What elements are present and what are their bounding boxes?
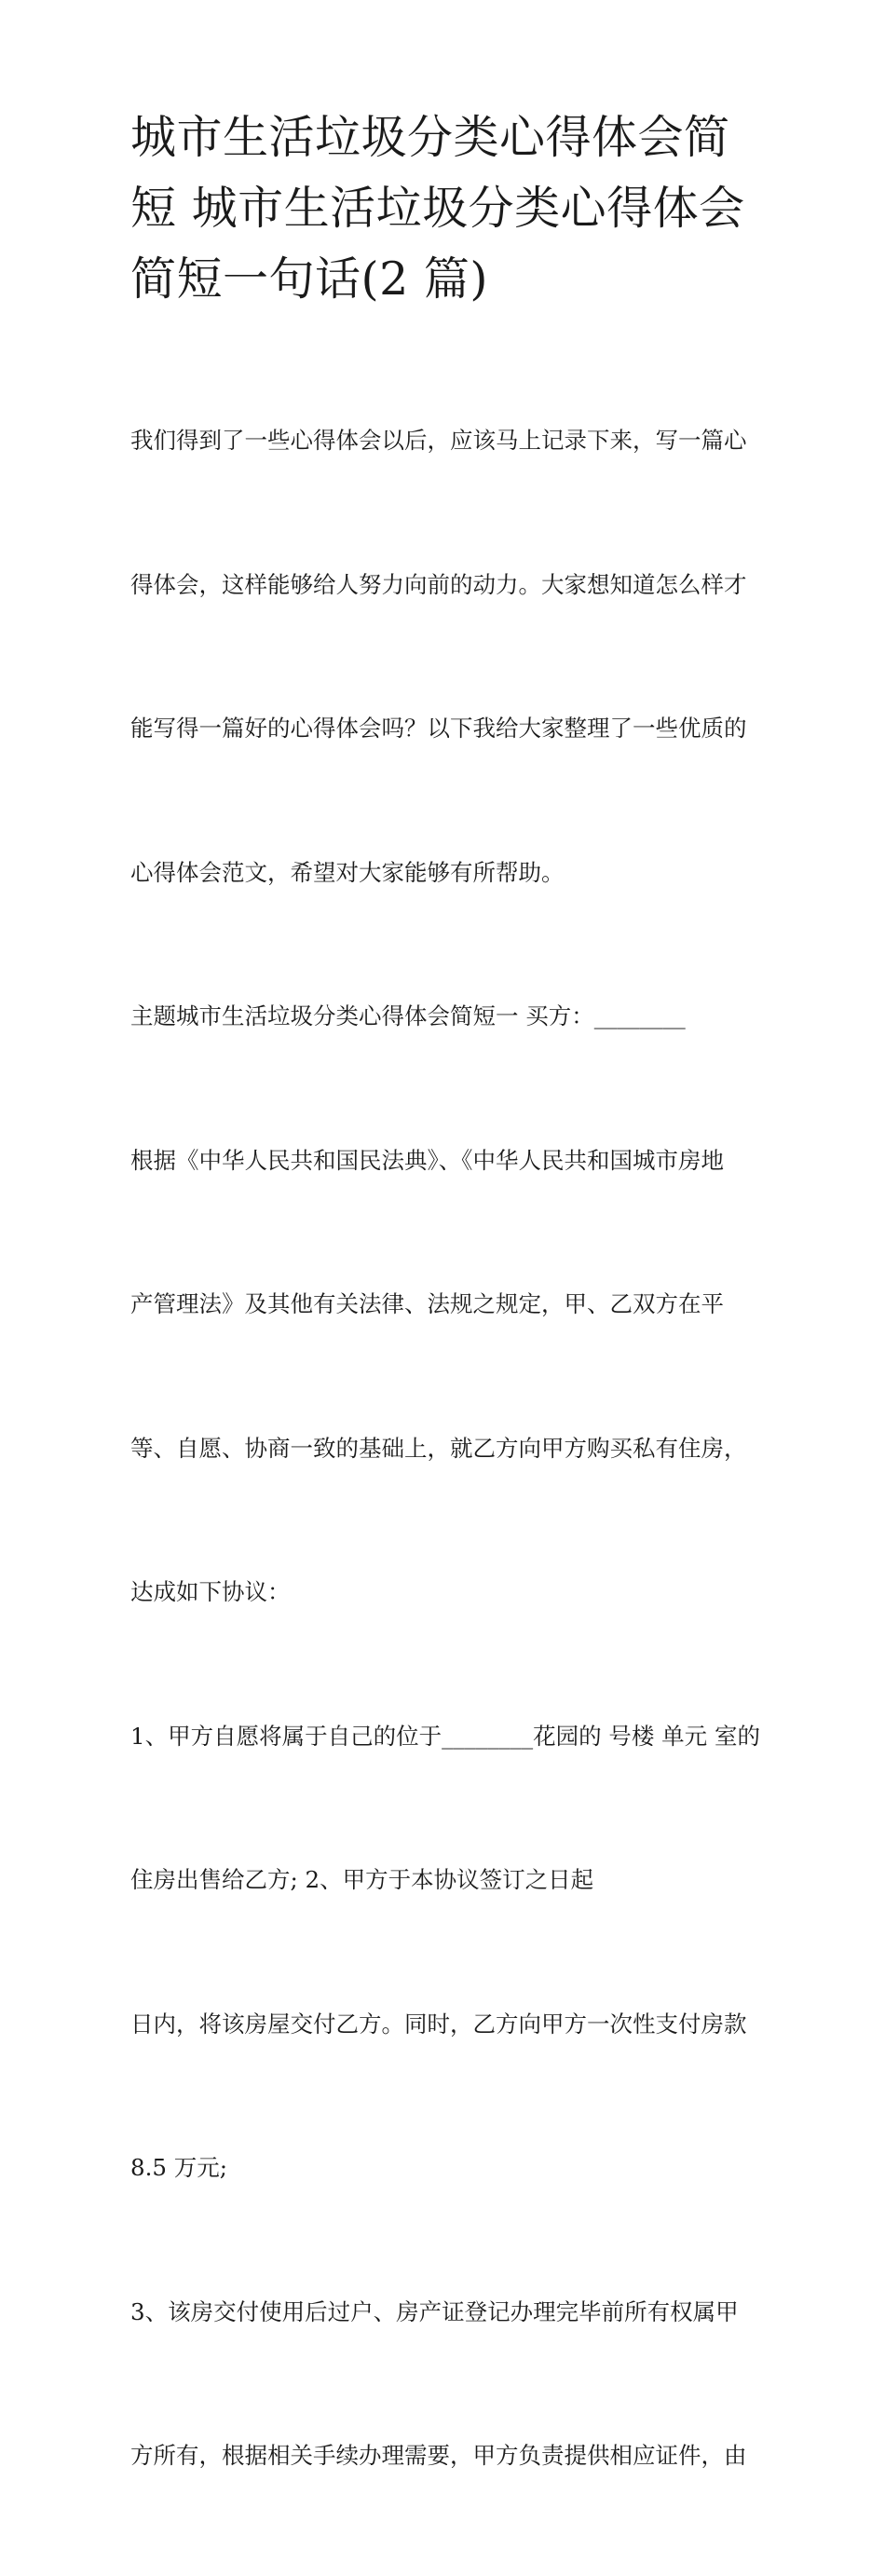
body-line: 得体会，这样能够给人努力向前的动力。大家想知道怎么样才: [130, 570, 747, 598]
title-line: 城市生活垃圾分类心得体会简: [130, 111, 730, 164]
body-line: 能写得一篇好的心得体会吗？以下我给大家整理了一些优质的: [130, 715, 747, 742]
body-line: 根据《中华人民共和国民法典》、《中华人民共和国城市房地: [130, 1146, 724, 1174]
title-line: 短 城市生活垃圾分类心得体会: [130, 182, 745, 235]
body-line: 住房出售给乙方; 2、甲方于本协议签订之日起: [130, 1866, 594, 1893]
body-line: 心得体会范文，希望对大家能够有所帮助。: [130, 858, 565, 886]
document-title: [130, 102, 764, 315]
body-line: 产管理法》及其他有关法律、法规之规定，甲、乙双方在平: [130, 1290, 724, 1317]
body-line: 3、该房交付使用后过户、房产证登记办理完毕前所有权属甲: [130, 2297, 739, 2325]
body-line: 日内，将该房屋交付乙方。同时，乙方向甲方一次性支付房款: [130, 2010, 747, 2038]
body-line: 达成如下协议：: [130, 1578, 291, 1605]
body-line: 我们得到了一些心得体会以后，应该马上记录下来，写一篇心: [130, 427, 747, 454]
document-body: [130, 320, 764, 2576]
body-line: 等、自愿、协商一致的基础上，就乙方向甲方购买私有住房，: [130, 1434, 747, 1462]
body-line: 8.5 万元;: [130, 2154, 228, 2181]
body-line: 1、甲方自愿将属于自己的位于________花园的 号楼 单元 室的: [130, 1722, 760, 1750]
body-line: 主题城市生活垃圾分类心得体会简短一 买方：________: [130, 1002, 686, 1029]
body-line: 方所有，根据相关手续办理需要，甲方负责提供相应证件，由: [130, 2442, 747, 2469]
title-line: 简短一句话(2 篇): [130, 252, 488, 306]
document-page: [130, 102, 764, 2576]
